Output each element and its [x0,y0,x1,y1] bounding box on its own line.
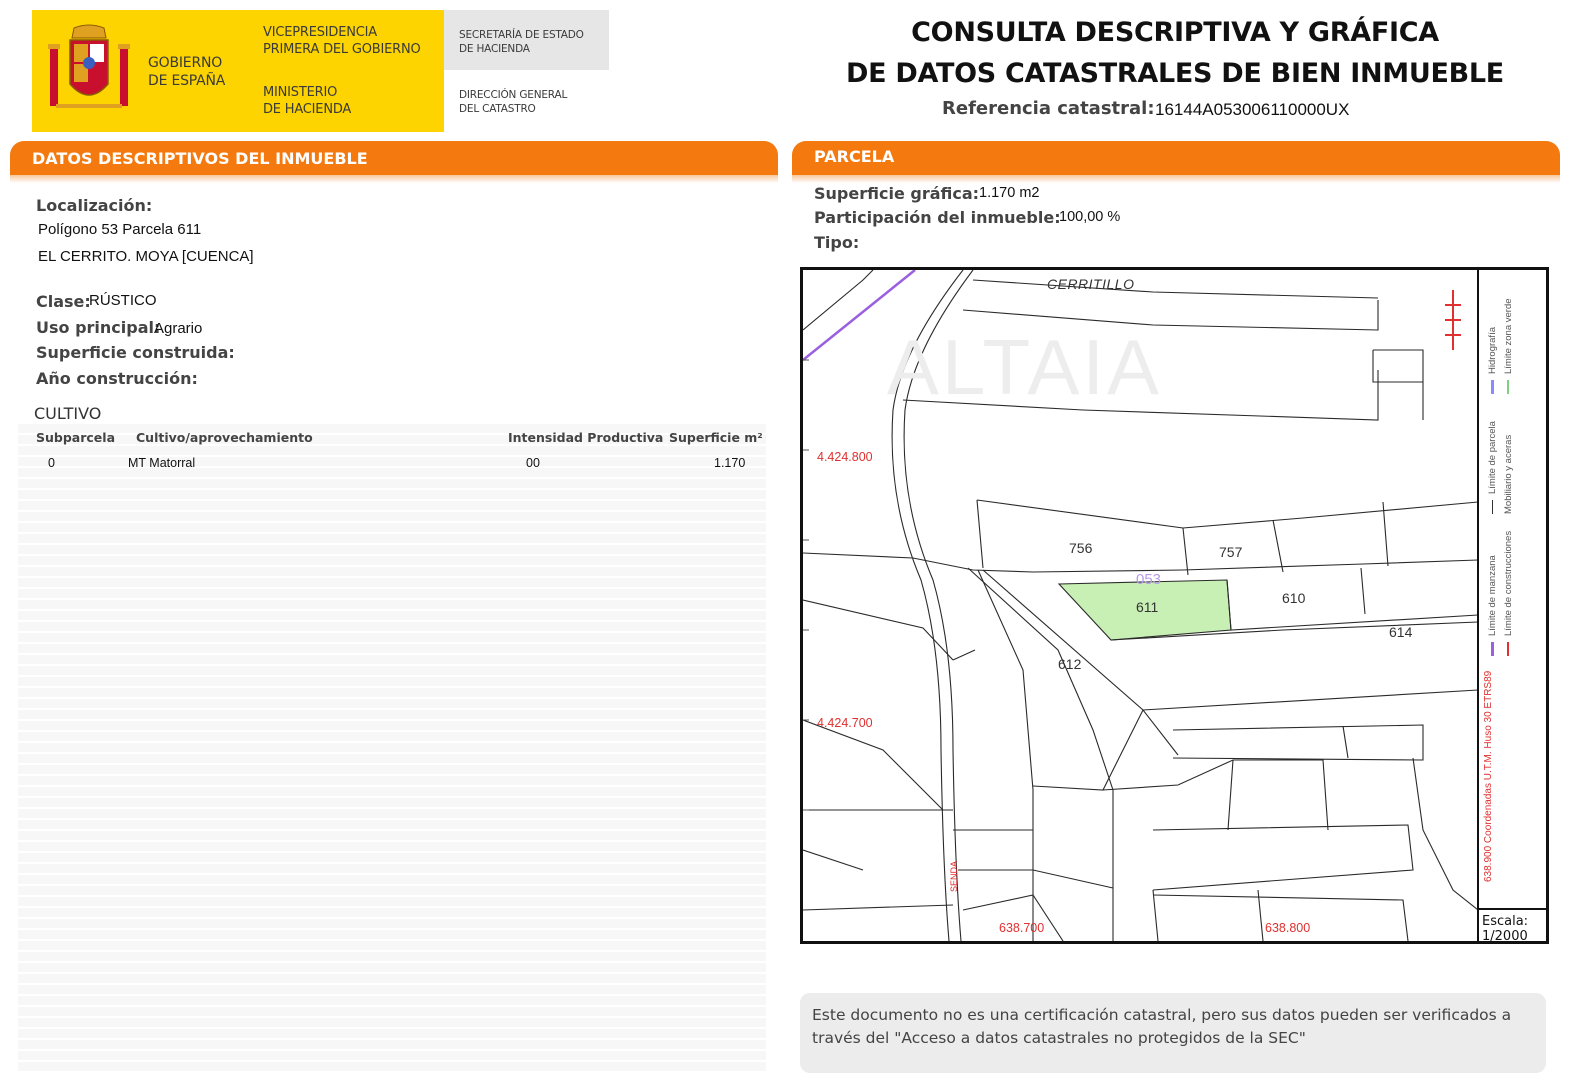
cultivo-table [18,424,766,1072]
legend-limite-manzana: Límite de manzana [1487,555,1498,656]
legend-mobiliario: Mobiliario y aceras [1503,434,1514,514]
vicepresidencia-text: VICEPRESIDENCIA PRIMERA DEL GOBIERNO [263,25,421,57]
legend-swatch-black [1492,500,1493,514]
cadastral-map[interactable] [800,267,1549,944]
coat-of-arms-icon [46,24,132,116]
legend-limite-zona-verde: Límite zona verde [1503,298,1514,394]
superficie-grafica-value: 1.170 m2 [979,185,1040,201]
cultivo-title: CULTIVO [34,404,102,423]
clase-value: RÚSTICO [89,292,157,309]
localizacion-line1: Polígono 53 Parcela 611 [38,221,202,238]
legend-limite-parcela: Límite de parcela [1487,421,1498,514]
direccion-text: DIRECCIÓN GENERAL DEL CATASTRO [459,89,568,115]
secretaria-text: SECRETARÍA DE ESTADO DE HACIENDA [459,29,584,55]
table-cell-intensidad: 00 [526,456,540,470]
section-header-descriptivos: DATOS DESCRIPTIVOS DEL INMUEBLE [10,141,778,175]
legend-limite-construcciones: Límite de construcciones [1503,531,1514,656]
table-cell-cultivo: MT Matorral [128,456,196,470]
table-header-subparcela: Subparcela [36,430,116,445]
table-cell-superficie: 1.170 [714,456,746,470]
parcel-label-612[interactable]: 612 [1058,656,1082,672]
parcel-label-611[interactable]: 611 [1136,599,1159,615]
legend-swatch-green [1507,380,1509,394]
parcel-label-756[interactable]: 756 [1069,540,1093,556]
coord-x-638800: 638.800 [1265,921,1311,935]
localizacion-label: Localización: [36,196,153,215]
road-label: SENDA [949,860,959,892]
participacion-label: Participación del inmueble: [814,208,1061,227]
table-header-cultivo: Cultivo/aprovechamiento [136,430,313,445]
section-header-parcela: PARCELA [792,141,1560,175]
clase-label: Clase: [36,292,91,311]
document-title: CONSULTA DESCRIPTIVA Y GRÁFICA DE DATOS CATASTRALES DE BIEN INMUEBLE [846,17,1504,89]
map-legend [1479,270,1546,941]
parcel-label-614[interactable]: 614 [1389,624,1413,640]
anio-construccion-label: Año construcción: [36,369,198,388]
superficie-construida-label: Superficie construida: [36,343,235,362]
map-place-name: CERRITILLO [1047,276,1135,292]
parcel-label-610[interactable]: 610 [1282,590,1306,606]
legend-swatch-purple [1491,642,1494,656]
localizacion-line2: EL CERRITO. MOYA [CUENCA] [38,248,254,265]
uso-principal-value: Agrario [154,320,203,337]
ref-catastral-label: Referencia catastral: [942,98,1155,119]
legend-hidrografia: Hidrografía [1487,327,1498,394]
legend-swatch-red [1507,642,1509,656]
legend-swatch-blue [1491,380,1494,394]
gobierno-text: GOBIERNO DE ESPAÑA [148,55,226,89]
disclaimer-notice: Este documento no es una certificación catastral, pero sus datos pueden ser verificados a través del "Acceso a datos catastrales no protegidos de la SEC" [800,993,1546,1073]
coord-vertical-label: 638.900 Coordenadas U.T.M. Huso 30 ETRS89 [1483,670,1494,882]
coord-y-4424800: 4.424.800 [817,450,873,464]
tipo-label: Tipo: [814,233,860,252]
table-cell-subparcela: 0 [48,456,55,470]
participacion-value: 100,00 % [1059,209,1121,225]
parcel-label-757[interactable]: 757 [1219,544,1243,560]
map-polygon-label: 053 [1136,571,1162,588]
ministerio-text: MINISTERIO DE HACIENDA [263,85,352,117]
map-watermark: ALTAIA [886,323,1163,411]
coord-x-638700: 638.700 [999,921,1045,935]
scale-label: Escala: 1/2000 [1482,914,1529,944]
superficie-grafica-label: Superficie gráfica: [814,184,980,203]
table-header-intensidad: Intensidad Productiva [508,430,664,445]
table-header-superficie: Superficie m² [669,430,763,445]
coord-y-4424700: 4.424.700 [817,716,873,730]
ref-catastral-value: 16144A053006110000UX [1155,100,1350,119]
uso-principal-label: Uso principal: [36,318,161,337]
